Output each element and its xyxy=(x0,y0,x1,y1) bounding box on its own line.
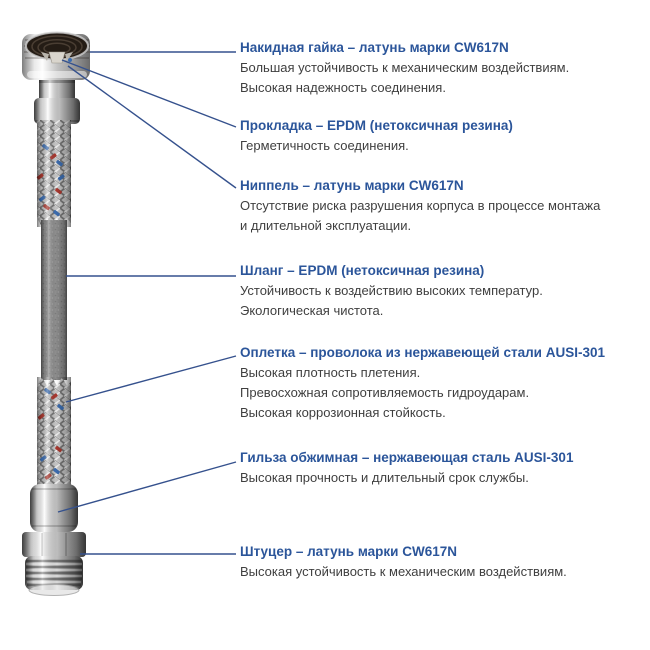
annotation-text: Высокая надежность соединения. xyxy=(240,80,446,95)
annotation-title: Прокладка – EPDM (нетоксичная резина) xyxy=(240,118,513,133)
leader-lines xyxy=(58,52,236,554)
annotation-text: Большая устойчивость к механическим воздействиям. xyxy=(240,60,570,75)
annotation-text: Высокая плотность плетения. xyxy=(240,365,421,380)
annotation-text: Экологическая чистота. xyxy=(240,303,384,318)
leader-line-gasket xyxy=(62,60,236,127)
annotation-title: Ниппель – латунь марки CW617N xyxy=(240,178,464,193)
annotation-text: Устойчивость к воздействию высоких температур. xyxy=(240,283,543,298)
annotation-text: Высокая коррозионная стойкость. xyxy=(240,405,446,420)
annotation-text: Герметичность соединения. xyxy=(240,138,409,153)
leader-line-sleeve xyxy=(58,462,236,512)
annotation-title: Гильза обжимная – нержавеющая сталь AUSI-301 xyxy=(240,450,574,465)
union-nut-part xyxy=(22,33,90,81)
braid-lower-part xyxy=(37,377,71,486)
annotation-title: Оплетка – проволока из нержавеющей стали AUSI-301 xyxy=(240,345,605,360)
annotation-union-nut xyxy=(240,38,642,98)
annotation-text: Высокая устойчивость к механическим воздействиям. xyxy=(240,564,567,579)
annotation-gasket xyxy=(240,116,642,156)
fitting-part xyxy=(22,532,86,596)
leader-line-braid xyxy=(66,356,236,402)
annotation-text: Отсутствие риска разрушения корпуса в процессе монтажа xyxy=(240,198,601,213)
annotation-nipple xyxy=(240,176,642,236)
annotation-hose xyxy=(240,261,642,321)
annotation-braid xyxy=(240,343,642,423)
annotation-text: Высокая прочность и длительный срок службы. xyxy=(240,470,529,485)
annotation-fitting xyxy=(240,542,642,582)
annotation-title: Штуцер – латунь марки CW617N xyxy=(240,544,457,559)
annotation-text: Превосхожная сопротивляемость гидроударам. xyxy=(240,385,530,400)
annotation-title: Шланг – EPDM (нетоксичная резина) xyxy=(240,263,485,278)
annotation-crimp-sleeve xyxy=(240,448,642,488)
leader-line-nipple xyxy=(68,66,236,188)
braid-upper-part xyxy=(36,120,71,227)
annotation-title: Накидная гайка – латунь марки CW617N xyxy=(240,40,509,55)
annotation-text: и длительной эксплуатации. xyxy=(240,218,412,233)
hose-part xyxy=(41,220,67,380)
